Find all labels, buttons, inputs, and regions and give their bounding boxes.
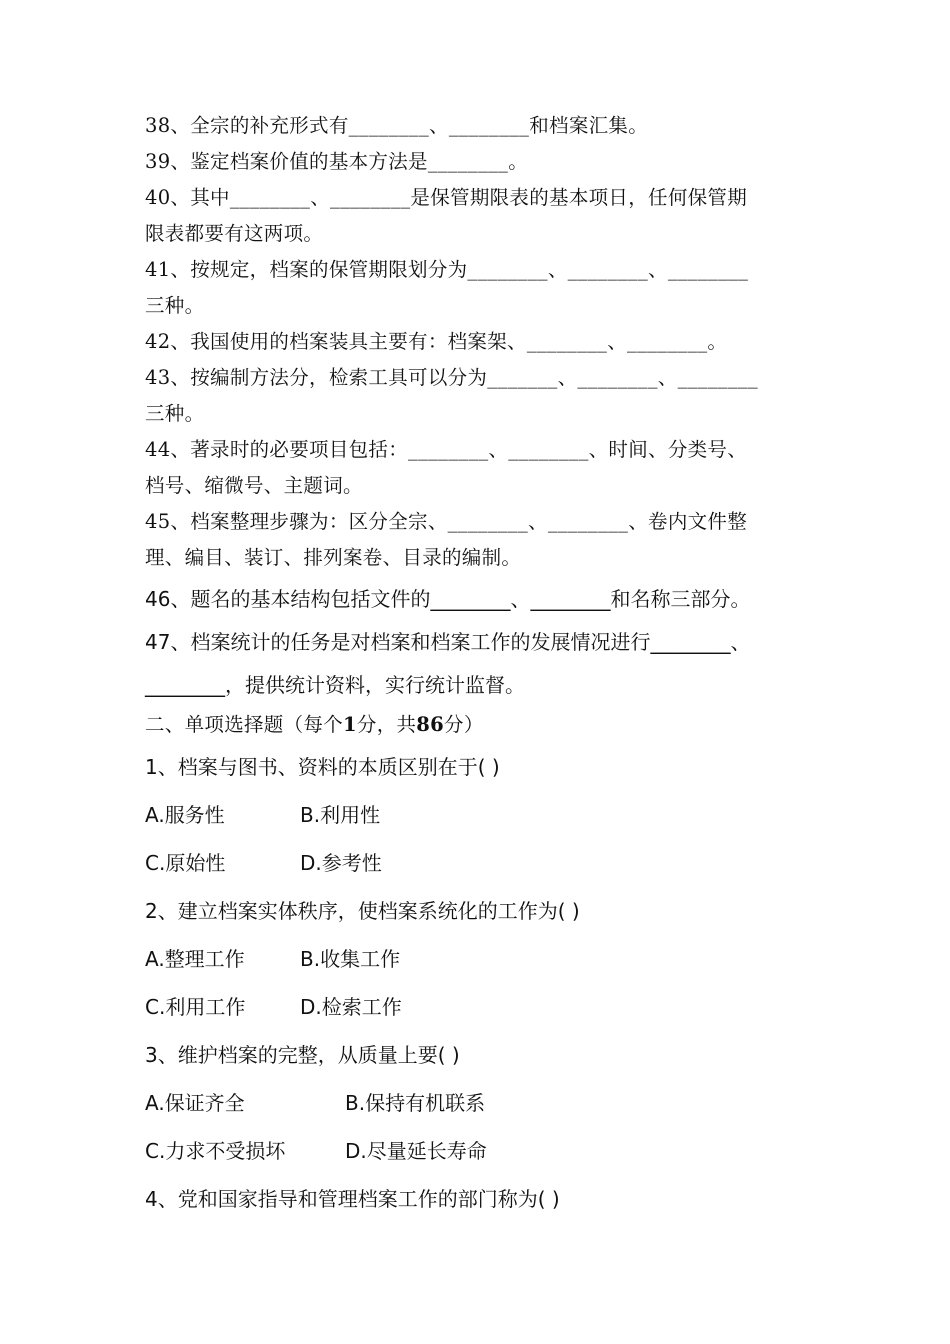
question-text: 3、维护档案的完整，从质量上要( ) [145, 1043, 460, 1067]
document-content [145, 108, 810, 1223]
section-heading-suffix: 分） [444, 713, 484, 736]
option-c: C.原始性 [145, 851, 226, 875]
section-heading-mid: 分，共 [356, 713, 417, 736]
option-c: C.力求不受损坏 [145, 1139, 286, 1163]
question-line: 43、按编制方法分，检索工具可以分为_______、________、________ [145, 366, 758, 389]
option-d: D.尽量延长寿命 [345, 1139, 487, 1163]
question-line: 三种。 [145, 294, 205, 317]
question-line: 38、全宗的补充形式有________、________和档案汇集。 [145, 114, 649, 137]
choice-question-2 [145, 887, 810, 1031]
option-b: B.收集工作 [300, 947, 401, 971]
option-a: A.服务性 [145, 803, 225, 827]
question-line: 44、著录时的必要项目包括：________、________、时间、分类号、 [145, 438, 748, 461]
fill-question-46 [145, 578, 810, 621]
option-b: B.利用性 [300, 803, 381, 827]
option-a: A.保证齐全 [145, 1091, 245, 1115]
option-row [145, 1127, 810, 1175]
fill-question-47 [145, 621, 810, 707]
choice-question-3 [145, 1031, 810, 1175]
fill-question-39 [145, 144, 810, 180]
question-line: 档号、缩微号、主题词。 [145, 474, 363, 497]
question-line: 46、题名的基本结构包括文件的________、________和名称三部分。 [145, 587, 751, 611]
question-line: 45、档案整理步骤为：区分全宗、________、________、卷内文件整 [145, 510, 748, 533]
option-row [145, 935, 810, 983]
fill-question-40 [145, 180, 810, 252]
choice-question-1 [145, 743, 810, 887]
option-row [145, 791, 810, 839]
question-text: 2、建立档案实体秩序，使档案系统化的工作为( ) [145, 899, 580, 923]
option-a: A.整理工作 [145, 947, 245, 971]
question-text: 4、党和国家指导和管理档案工作的部门称为( ) [145, 1187, 560, 1211]
section-heading-count: 1 [343, 713, 357, 736]
option-row [145, 1079, 810, 1127]
fill-question-45 [145, 504, 810, 576]
question-text: 1、档案与图书、资料的本质区别在于( ) [145, 755, 500, 779]
question-line: 41、按规定，档案的保管期限划分为________、________、________ [145, 258, 749, 281]
question-line: 39、鉴定档案价值的基本方法是________。 [145, 150, 529, 173]
fill-question-43 [145, 360, 810, 432]
fill-question-38 [145, 108, 810, 144]
question-line: ________，提供统计资料，实行统计监督。 [145, 673, 525, 697]
question-line: 47、档案统计的任务是对档案和档案工作的发展情况进行________、 [145, 630, 751, 654]
question-line: 40、其中________、________是保管期限表的基本项日，任何保管期 [145, 186, 748, 209]
option-row [145, 839, 810, 887]
fill-question-44 [145, 432, 810, 504]
choice-question-4 [145, 1175, 810, 1223]
question-line: 三种。 [145, 402, 205, 425]
section-heading [145, 707, 810, 743]
option-c: C.利用工作 [145, 995, 246, 1019]
section-heading-prefix: 二、单项选择题（每个 [145, 713, 344, 736]
question-line: 42、我国使用的档案装具主要有：档案架、________、________。 [145, 330, 728, 353]
fill-question-42 [145, 324, 810, 360]
question-line: 理、编目、装订、排列案卷、目录的编制。 [145, 546, 522, 569]
option-b: B.保持有机联系 [345, 1091, 486, 1115]
question-line: 限表都要有这两项。 [145, 222, 324, 245]
fill-question-41 [145, 252, 810, 324]
option-row [145, 983, 810, 1031]
option-d: D.参考性 [300, 851, 382, 875]
option-d: D.检索工作 [300, 995, 402, 1019]
section-heading-total: 86 [416, 713, 445, 736]
